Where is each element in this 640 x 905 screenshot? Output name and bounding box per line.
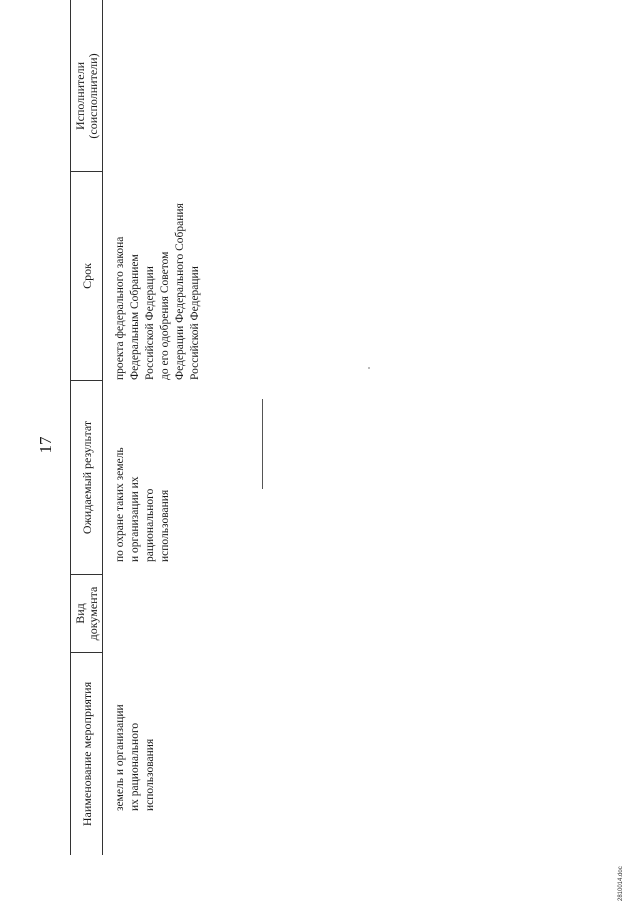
table-header-border bbox=[102, 0, 103, 855]
cell-action-name: земель и организации их рационального использования bbox=[114, 704, 156, 811]
header-deadline: Срок bbox=[79, 263, 94, 289]
page-number: 17 bbox=[36, 436, 55, 454]
scan-speck bbox=[368, 367, 370, 369]
header-executors: Исполнители (соисполнители) bbox=[73, 53, 100, 139]
header-expected-result: Ожидаемый результат bbox=[79, 420, 94, 535]
header-document-type: Вид документа bbox=[73, 586, 100, 641]
cell-expected-result: по охране таких земель и организации их рационального использования bbox=[114, 447, 171, 562]
header-action-name: Наименование мероприятия bbox=[79, 681, 94, 827]
cell-deadline: проекта федерального закона Федеральным Собранием Российской Федерации до его одобрения Советом Федерации Федерального Собрания Российской Федерации bbox=[114, 203, 201, 380]
table-top-border bbox=[70, 0, 71, 855]
file-name-footer: 2810014.doc bbox=[618, 866, 624, 901]
end-of-text-separator bbox=[262, 399, 263, 489]
